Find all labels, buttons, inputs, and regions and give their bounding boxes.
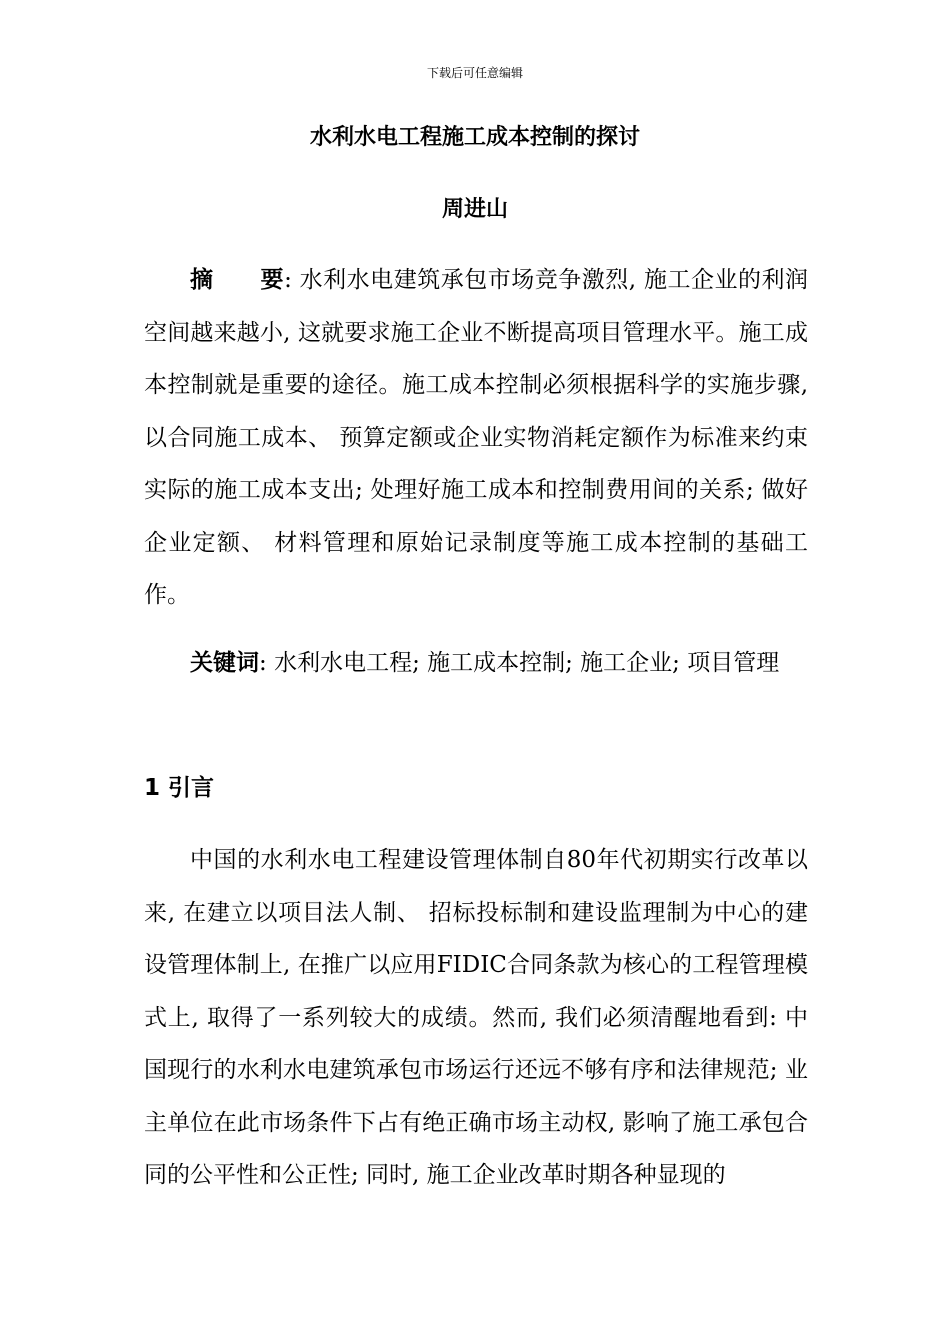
document-title: 水利水电工程施工成本控制的探讨 [309,125,640,150]
abstract-text: 水利水电建筑承包市场竞争激烈, 施工企业的利润空间越来越小, 这就要求施工企业不断提高项目管理水平。施工成本控制就是重要的途径。施工成本控制必须根据科学的实施步骤, 以合同施工成本、 预算定额或企业实物消耗定额作为标准来约束实际的施工成本支出; 处理好施工成本和控制费用间的关系; 做好企业定额、 材料管理和原始记录制度等施工成本控制的基础工作。 [144,267,809,608]
document-author: 周进山 [441,197,508,222]
introduction-paragraph: 中国的水利水电工程建设管理体制自80年代初期实行改革以来, 在建立以项目法人制、 招标投标制和建设监理制为中心的建设管理体制上, 在推广以应用FIDIC合同条款为核心的工程管理模式上, 取得了一系列较大的成绩。然而, 我们必须清醒地看到: 中国现行的水利水电建筑承包市场运行还远不够有序和法律规范; 业主单位在此市场条件下占有绝正确市场主动权, 影响了施工承包合同的公平性和公正性; 同时, 施工企业改革时期各种显现的 [144,847,808,1188]
page-header-note: 下载后可任意编辑 [426,66,523,80]
keywords-text: 水利水电工程; 施工成本控制; 施工企业; 项目管理 [274,650,780,676]
keywords-label: 关键词 [190,650,259,676]
abstract-paragraph [144,254,808,622]
keywords-separator: : [259,650,267,676]
abstract-label: 摘 要 [190,267,285,293]
abstract-separator: : [284,267,292,293]
keywords-paragraph [144,637,808,690]
section-heading-introduction: 1 引言 [144,775,215,801]
